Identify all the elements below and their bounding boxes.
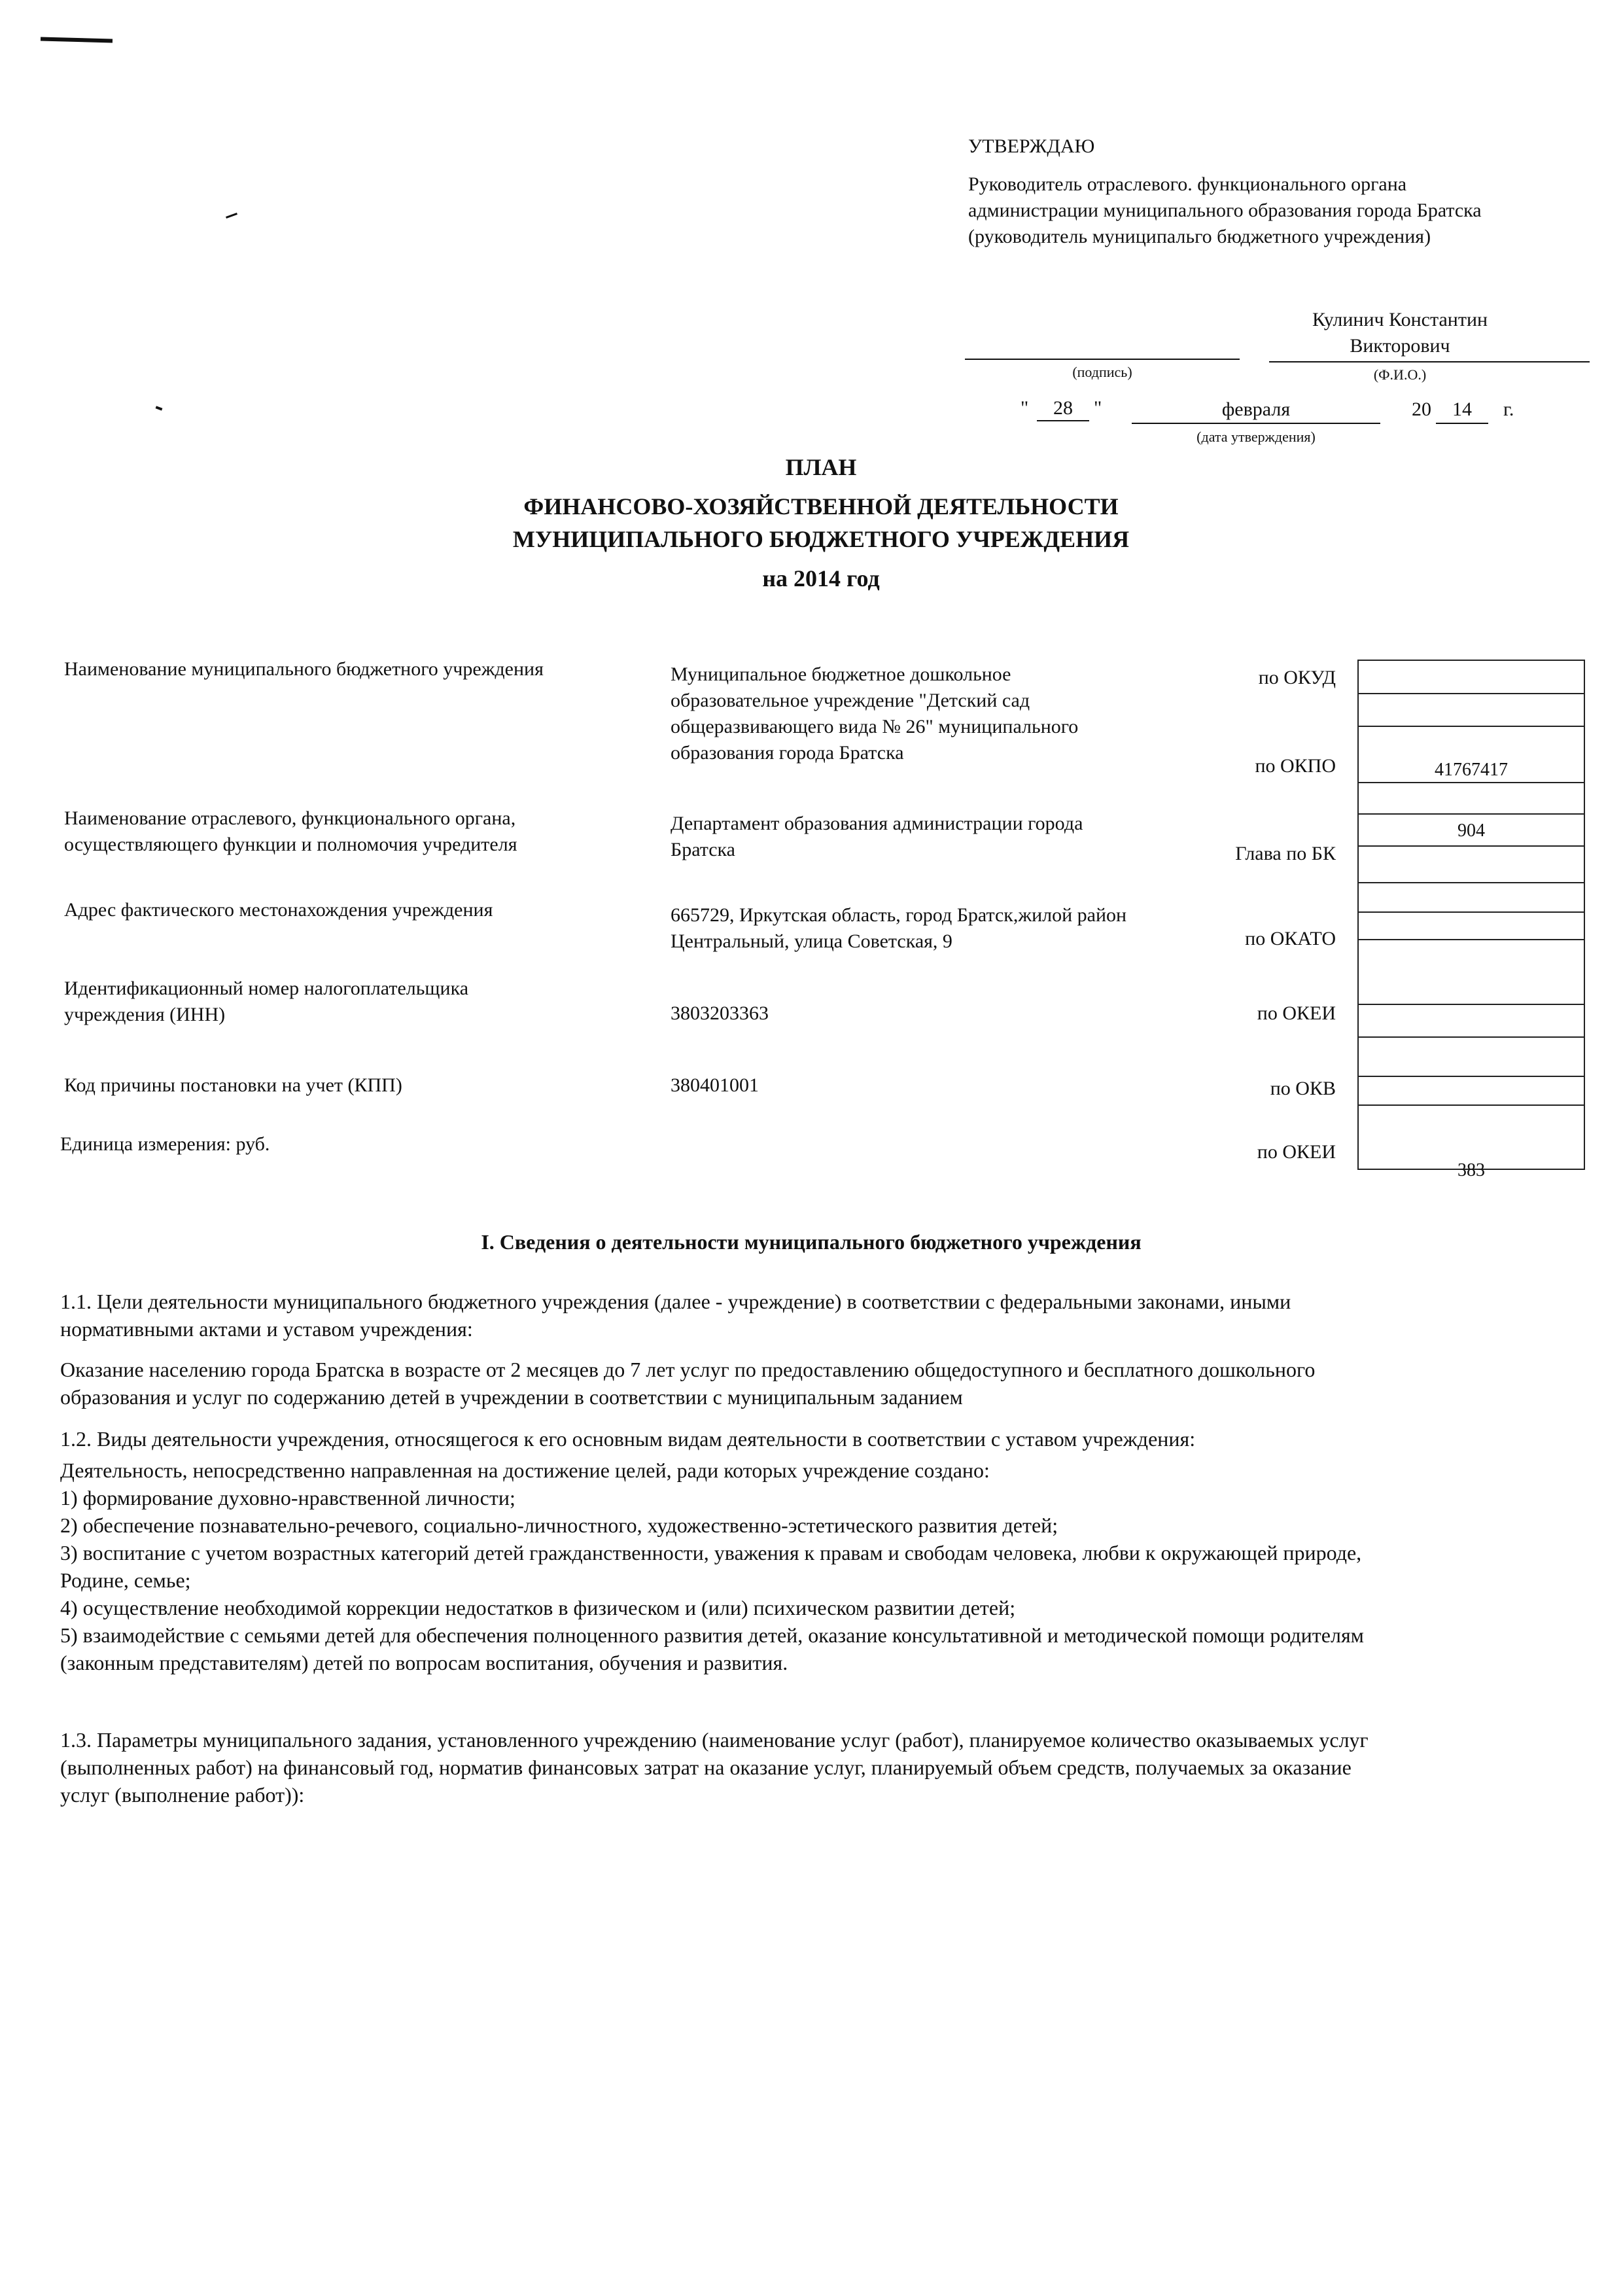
code-cell (1359, 847, 1584, 883)
info-label: осуществляющего функции и полномочия учредителя (64, 834, 517, 855)
okv-label: по ОКВ (1270, 1078, 1336, 1099)
signature-caption: (подпись) (1072, 364, 1132, 380)
title-line: на 2014 год (762, 565, 880, 592)
code-cell-okei2: 383 (1457, 1160, 1485, 1180)
info-value: образования города Братска (671, 742, 904, 764)
date-caption: (дата утверждения) (1196, 429, 1316, 445)
paragraph-1-1: 1.1. Цели деятельности муниципального бюджетного учреждения (далее - учреждение) в соответствии с федеральными законами, иными (60, 1290, 1291, 1313)
code-cell-bk: 904 (1359, 815, 1584, 847)
scan-mark (156, 406, 163, 410)
paragraph-1-3: услуг (выполнение работ)): (60, 1783, 305, 1807)
okpo-label: по ОКПО (1255, 755, 1336, 777)
info-label: учреждения (ИНН) (64, 1004, 226, 1025)
info-label: Наименование отраслевого, функционального органа, (64, 807, 516, 829)
code-cell (1359, 913, 1584, 940)
paragraph-1-1: нормативными актами и уставом учреждения: (60, 1317, 473, 1341)
okato-label: по ОКАТО (1245, 928, 1336, 949)
paragraph-1-3: 1.3. Параметры муниципального задания, установленного учреждению (наименование услуг (работ), планируемое количество оказываемых услуг (60, 1728, 1369, 1752)
code-cell (1359, 694, 1584, 727)
title-line: ПЛАН (785, 454, 857, 480)
activity-item: (законным представителям) детей по вопросам воспитания, обучения и развития. (60, 1651, 788, 1674)
paragraph-1-1-text: Оказание населению города Братска в возрасте от 2 месяцев до 7 лет услуг по предоставлению общедоступного и бесплатного дошкольного (60, 1358, 1316, 1381)
paragraph-1-1-text: образования и услуг по содержанию детей в учреждении в соответствии с муниципальным заданием (60, 1385, 963, 1409)
fio-line (1269, 361, 1590, 362)
approver-name-line2: Викторович (1350, 335, 1450, 357)
code-cell-okato (1359, 883, 1584, 913)
activity-item: 4) осуществление необходимой коррекции недостатков в физическом и (или) психическом развитии детей; (60, 1596, 1016, 1619)
info-value: 665729, Иркутская область, город Братск,жилой район (671, 904, 1127, 926)
info-value: Братска (671, 839, 735, 860)
code-cell-okv (1359, 1038, 1584, 1077)
date-day: 28 (1053, 397, 1073, 419)
title-line: ФИНАНСОВО-ХОЗЯЙСТВЕННОЙ ДЕЯТЕЛЬНОСТИ (523, 493, 1119, 520)
section-heading: I. Сведения о деятельности муниципального бюджетного учреждения (481, 1230, 1142, 1254)
code-cell (1359, 1077, 1584, 1106)
paragraph-1-3: (выполненных работ) на финансовый год, норматив финансовых затрат на оказание услуг, планируемый объем средств, получаемых за оказание (60, 1756, 1352, 1779)
info-label: Наименование муниципального бюджетного учреждения (64, 658, 544, 680)
scan-mark (41, 37, 113, 43)
activity-item: 5) взаимодействие с семьями детей для обеспечения полноценного развития детей, оказание консультативной и методической помощи родителям (60, 1623, 1364, 1647)
okud-label: по ОКУД (1258, 667, 1336, 688)
info-value: образовательное учреждение "Детский сад (671, 690, 1030, 711)
scan-mark (226, 213, 237, 219)
info-label: Идентификационный номер налогоплательщика (64, 978, 469, 999)
code-cell (1359, 1005, 1584, 1038)
bk-label: Глава по БК (1235, 843, 1336, 864)
date-year-prefix: 20 (1412, 398, 1431, 420)
approval-heading: УТВЕРЖДАЮ (968, 135, 1095, 157)
info-label: Адрес фактического местонахождения учреждения (64, 899, 493, 921)
info-value: Департамент образования администрации города (671, 813, 1083, 834)
approver-name-line1: Кулинич Константин (1312, 309, 1488, 330)
info-value: Муниципальное бюджетное дошкольное (671, 663, 1011, 685)
activity-item: 1) формирование духовно-нравственной личности; (60, 1486, 515, 1510)
date-year-line (1436, 423, 1488, 424)
activity-item: 2) обеспечение познавательно-речевого, социально-личностного, художественно-эстетического развития детей; (60, 1513, 1058, 1537)
date-year-unit: г. (1503, 398, 1514, 420)
fio-caption: (Ф.И.О.) (1373, 366, 1427, 383)
code-cell-okei1 (1359, 940, 1584, 1005)
info-value: 380401001 (671, 1074, 759, 1096)
info-label: Единица измерения: руб. (60, 1133, 270, 1155)
info-value: Центральный, улица Советская, 9 (671, 930, 952, 952)
date-day-line (1037, 420, 1089, 421)
okei1-label: по ОКЕИ (1257, 1002, 1336, 1024)
date-quote-close: " (1094, 397, 1102, 419)
code-cell (1359, 783, 1584, 815)
title-line: МУНИЦИПАЛЬНОГО БЮДЖЕТНОГО УЧРЕЖДЕНИЯ (512, 526, 1130, 552)
info-label: Код причины постановки на учет (КПП) (64, 1074, 402, 1096)
activity-item: 3) воспитание с учетом возрастных категорий детей гражданственности, уважения к правам и свободам человека, любви к окружающей природе, (60, 1541, 1362, 1564)
date-quote-open: " (1021, 397, 1029, 419)
approval-line: (руководитель муниципальго бюджетного учреждения) (968, 226, 1431, 247)
signature-line (965, 359, 1240, 360)
paragraph-1-2-intro: Деятельность, непосредственно направленная на достижение целей, ради которых учреждение создано: (60, 1458, 990, 1482)
code-cell-okud (1359, 661, 1584, 694)
okei2-label: по ОКЕИ (1257, 1141, 1336, 1163)
activity-item: Родине, семье; (60, 1568, 191, 1592)
approval-line: Руководитель отраслевого. функционального органа (968, 173, 1407, 195)
info-value: общеразвивающего вида № 26" муниципального (671, 716, 1079, 737)
paragraph-1-2: 1.2. Виды деятельности учреждения, относящегося к его основным видам деятельности в соответствии с уставом учреждения: (60, 1427, 1196, 1451)
code-cell-okpo: 41767417 (1359, 727, 1584, 783)
approval-line: администрации муниципального образования города Братска (968, 200, 1482, 221)
date-year-suffix: 14 (1452, 398, 1472, 420)
info-value: 3803203363 (671, 1002, 769, 1024)
date-month-line (1132, 423, 1380, 424)
codes-table (1357, 660, 1585, 1180)
date-month: февраля (1221, 398, 1291, 420)
